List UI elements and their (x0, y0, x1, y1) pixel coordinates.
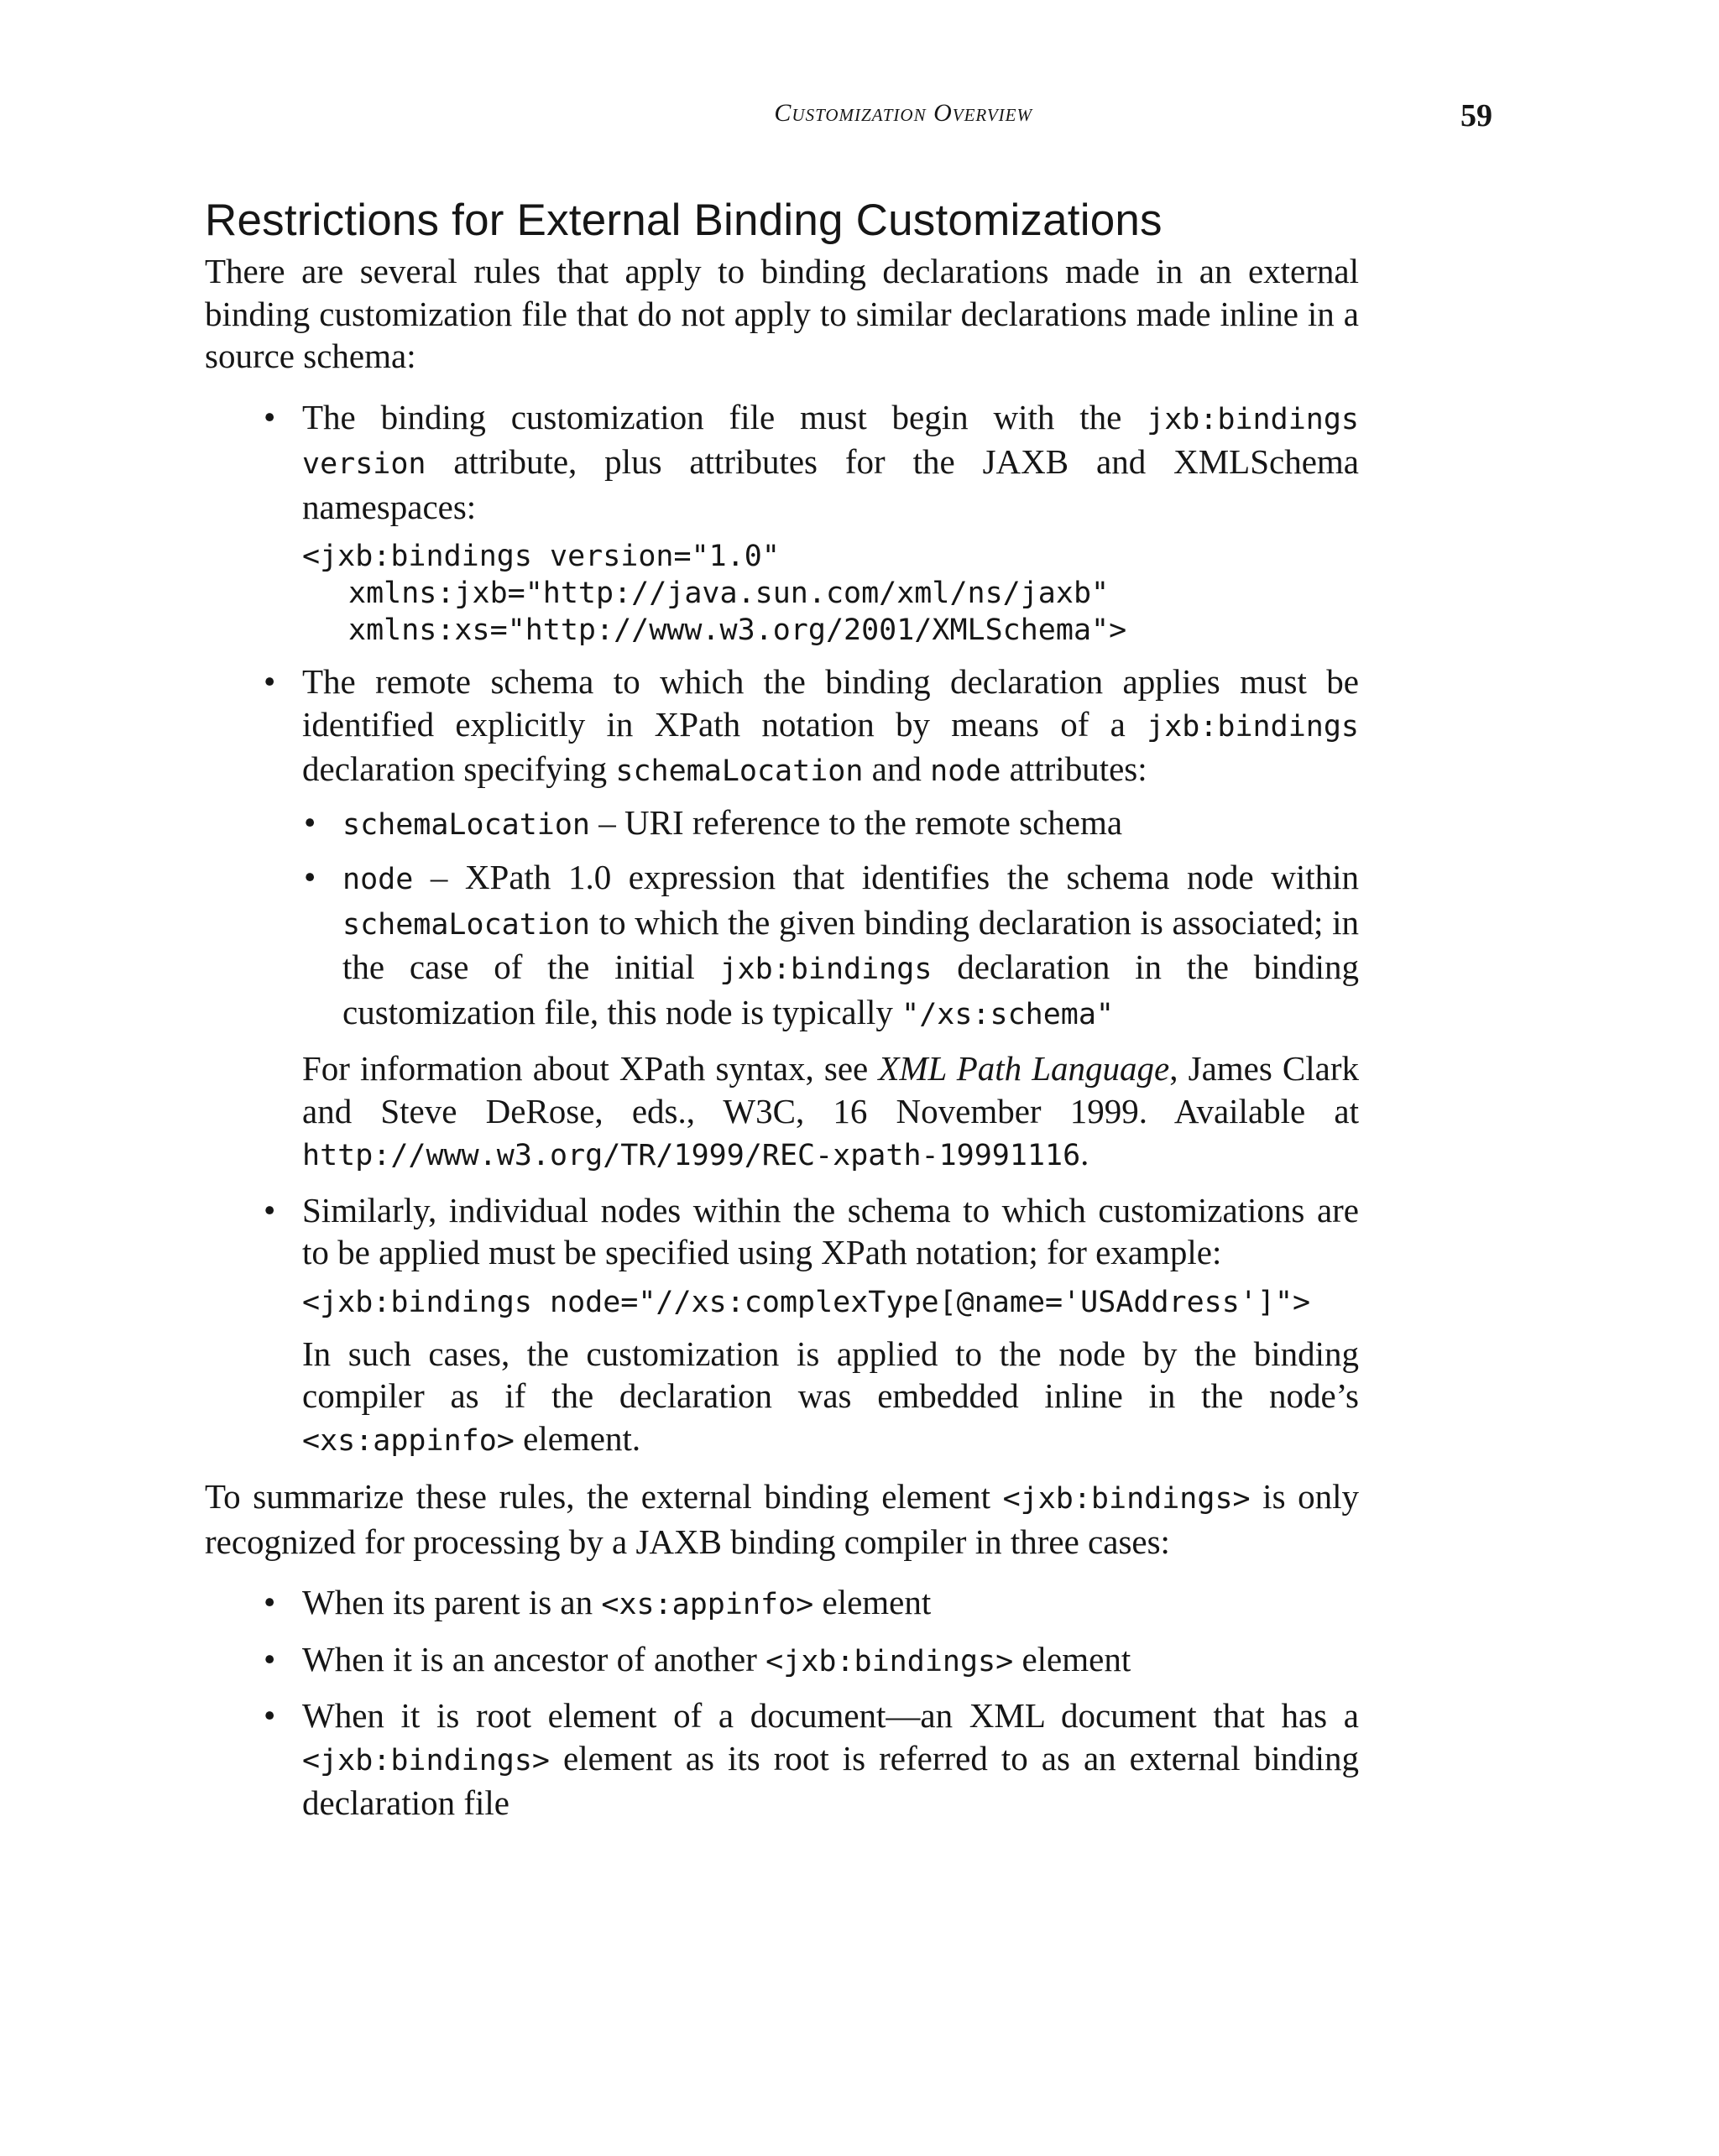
code-line: xmlns:jxb="http://java.sun.com/xml/ns/jaxb" (348, 577, 1110, 610)
rule-1-text: • The binding customization file must begin with the jxb:bindings version attribute, plus attributes for the JAXB and XMLSchema namespaces: (302, 397, 1359, 526)
summary-paragraph: To summarize these rules, the external binding element <jxb:bindings> is only recognized for processing by a JAXB binding compiler in three cases: (205, 1477, 1359, 1561)
rule-item-1 (205, 396, 1359, 650)
rules-list (205, 396, 1359, 1463)
code-block-node-example: <jxb:bindings node="//xs:complexType[@name='USAddress']"> (302, 1285, 1311, 1319)
page-content (205, 195, 1359, 1836)
sub-item-schemalocation: • schemaLocation – URI reference to the remote schema (302, 801, 1359, 847)
rule-3-text: • Similarly, individual nodes within the schema to which customizations are to be applied must be specified using XPath notation; for example: (302, 1190, 1359, 1271)
inline-code: node (342, 863, 414, 896)
case-item: • When its parent is an <xs:appinfo> element (205, 1581, 1359, 1626)
inline-code: schemaLocation (342, 807, 591, 842)
rule-item-2 (205, 660, 1359, 1177)
inline-code: <xs:appinfo> (601, 1588, 814, 1621)
intro-paragraph: There are several rules that apply to binding declarations made in an external binding customization file that do not apply to similar declarations made inline in a source schema: (205, 252, 1359, 375)
inline-code: node (930, 754, 1001, 788)
inline-code: <jxb:bindings> (302, 1743, 551, 1778)
page-number: 59 (1460, 98, 1492, 133)
cases-list (205, 1581, 1359, 1825)
xpath-info-paragraph: For information about XPath syntax, see XML Path Language, James Clark and Steve DeRose, eds., W3C, 16 November 1999. Available at http://www.w3.org/TR/1999/REC-xpath-19991116. (302, 1049, 1359, 1172)
inline-code: schemaLocation (615, 754, 864, 788)
inline-code: jxb:bindings (1147, 709, 1359, 744)
code-line: <jxb:bindings version="1.0" (302, 540, 780, 573)
inline-code: <jxb:bindings> (1002, 1482, 1251, 1516)
rule-item-3 (205, 1189, 1359, 1463)
section-heading: Restrictions for External Binding Customizations (205, 196, 1163, 245)
inline-code: "/xs:schema" (901, 997, 1115, 1031)
code-block-namespaces (302, 538, 1359, 649)
attribute-list (302, 801, 1359, 1036)
inline-code: <jxb:bindings> (765, 1644, 1014, 1678)
case-item: • When it is root element of a document—an XML document that has a <jxb:bindings> element as its root is referred to as an external binding declaration file (205, 1694, 1359, 1825)
rule-2-text: • The remote schema to which the binding declaration applies must be identified explicitly in XPath notation by means of a jxb:bindings declaration specifying schemaLocation and node attributes: (302, 662, 1359, 788)
inline-code: jxb:bindings version (302, 402, 1359, 481)
inline-code: jxb:bindings (719, 953, 933, 986)
code-line: xmlns:xs="http://www.w3.org/2001/XMLSchema"> (348, 613, 1127, 647)
sub-item-node: • node – XPath 1.0 expression that identifies the schema node within schemaLocation to which the given binding declaration is associated; in the case of the initial jxb:bindings declaration in the binding customization file, this node is typically "/xs:schema" (302, 856, 1359, 1036)
inline-code: <xs:appinfo> (302, 1423, 515, 1458)
rule-3-followup: In such cases, the customization is applied to the node by the binding compiler as if the declaration was embedded inline in the node’s <xs:appinfo> element. (302, 1334, 1359, 1458)
inline-code: schemaLocation (342, 907, 591, 942)
case-item: • When it is an ancestor of another <jxb:bindings> element (205, 1638, 1359, 1684)
citation-title: XML Path Language (878, 1049, 1170, 1088)
xpath-spec-url: http://www.w3.org/TR/1999/REC-xpath-19991116 (302, 1139, 1081, 1172)
running-head: Customization Overview (774, 99, 1032, 127)
